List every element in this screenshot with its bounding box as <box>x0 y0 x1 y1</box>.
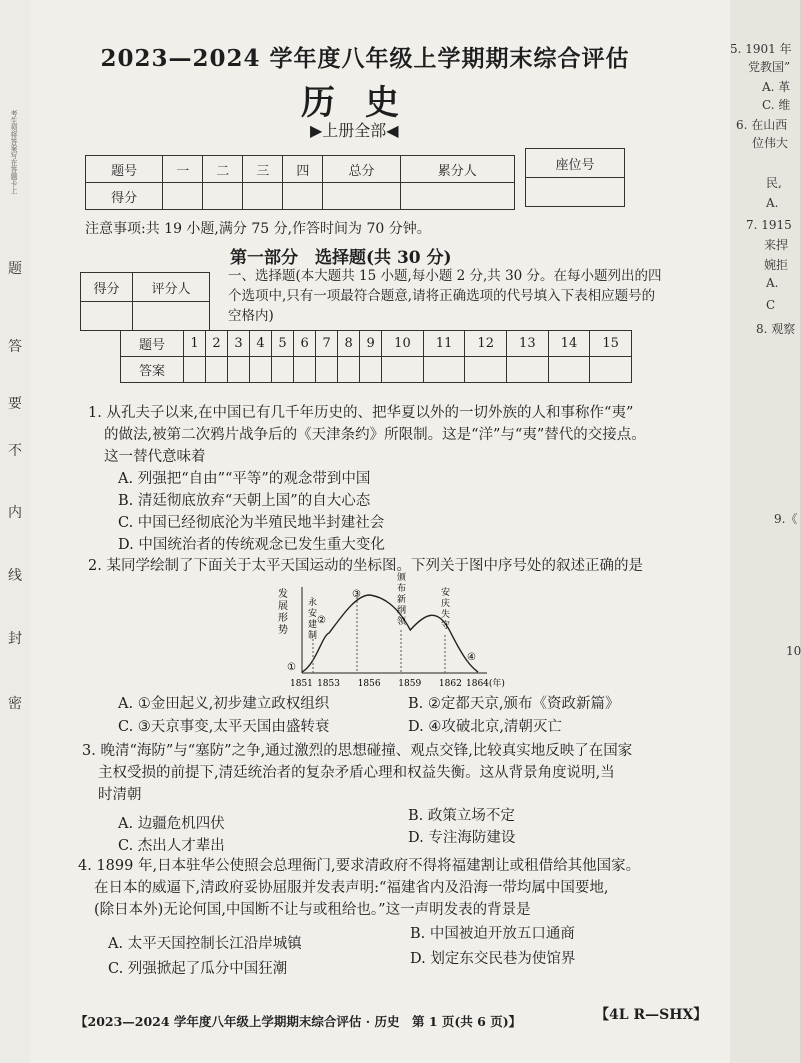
stem-line: 主权受损的前提下,清廷统治者的复杂矛盾心理和权益失衡。这从背景角度说明,当 <box>98 765 615 781</box>
q4-option-d[interactable]: D. 划定东交民巷为使馆界 <box>410 951 576 967</box>
trend-line <box>302 595 478 672</box>
q3-option-c[interactable]: C. 杰出人才辈出 <box>118 838 225 854</box>
scope-label: ▶上册全部◀ <box>310 121 399 140</box>
x-tick-label: 1851 <box>290 679 313 689</box>
score-head: 三 <box>243 156 283 183</box>
margin-char: 密 <box>8 696 22 712</box>
score-cell[interactable] <box>243 183 283 210</box>
annotation-anqing-3: 失 <box>441 610 451 620</box>
answer-number: 4 <box>250 331 272 357</box>
answer-head-label: 题号 <box>121 331 184 357</box>
answer-number: 10 <box>382 331 424 357</box>
answer-number: 12 <box>465 331 507 357</box>
strip-text: 婉拒 <box>764 258 789 272</box>
question-4-stem <box>78 855 640 921</box>
strip-text: A. 革 <box>762 80 791 94</box>
answer-cell[interactable] <box>228 357 250 383</box>
next-page-strip <box>730 0 800 1063</box>
strip-text: 5. 1901 年 <box>730 42 792 56</box>
annotation-gangling-4: 纲 <box>397 606 407 616</box>
annotation-anqing-1: 安 <box>441 588 451 598</box>
score-head: 题号 <box>86 156 163 183</box>
q2-option-a[interactable]: A. ①金田起义,初步建立政权组织 <box>118 696 330 712</box>
annotation-yongan-1: 永 <box>308 598 318 608</box>
score-head: 二 <box>203 156 243 183</box>
answer-number: 14 <box>548 331 590 357</box>
annotation-yongan-4: 制 <box>308 631 318 641</box>
marker-1: ① <box>287 662 296 673</box>
section-instruction: 一、选择题(本大题共 15 小题,每小题 2 分,共 30 分。在每小题列出的四个选项中,只有一项最符合题意,请将正确选项的代号填入下表相应题号的空格内) <box>228 268 662 324</box>
q2-option-c[interactable]: C. ③天京事变,太平天国由盛转衰 <box>118 719 330 735</box>
x-tick-label: 1862 <box>438 679 462 689</box>
answer-cell[interactable] <box>507 357 549 383</box>
answer-number: 13 <box>507 331 549 357</box>
answer-row-label: 答案 <box>121 357 184 383</box>
subject-title: 历史 <box>301 83 429 123</box>
x-tick-label: 1859 <box>398 679 422 689</box>
strip-text: A. <box>766 196 779 210</box>
answer-cell[interactable] <box>338 357 360 383</box>
score-head: 总分 <box>323 156 400 183</box>
q2-option-d[interactable]: D. ④攻破北京,清朝灭亡 <box>408 719 562 735</box>
taiping-chart <box>275 573 505 690</box>
marker-2: ② <box>317 615 326 626</box>
y-label-2: 展 <box>278 601 288 612</box>
y-label-3: 形 <box>278 613 288 624</box>
answer-cell[interactable] <box>206 357 228 383</box>
exam-title: 2023—2024 学年度八年级上学期期末综合评估 <box>100 45 630 72</box>
score-head: 四 <box>283 156 323 183</box>
grader-score-cell[interactable] <box>81 302 133 331</box>
margin-note: 考生须将答案写在答题卡上 <box>10 110 18 194</box>
strip-text: C <box>766 298 776 312</box>
q3-option-a[interactable]: A. 边疆危机四伏 <box>118 816 225 832</box>
score-head: 累分人 <box>400 156 514 183</box>
margin-char: 要 <box>8 396 22 412</box>
y-label-4: 势 <box>278 625 288 636</box>
answer-cell[interactable] <box>423 357 465 383</box>
grader-table <box>80 272 210 331</box>
answer-cell[interactable] <box>548 357 590 383</box>
score-cell[interactable] <box>323 183 400 210</box>
answer-number: 5 <box>272 331 294 357</box>
annotation-gangling-5: 领 <box>397 617 407 627</box>
strip-text: 民, <box>766 176 782 190</box>
answer-cell[interactable] <box>250 357 272 383</box>
seat-cell[interactable] <box>526 178 625 207</box>
answer-number: 15 <box>590 331 632 357</box>
strip-text: C. 维 <box>762 98 791 112</box>
annotation-gangling-1: 颁 <box>397 573 407 583</box>
score-table <box>85 155 515 210</box>
annotation-gangling-2: 布 <box>397 584 407 594</box>
y-label-1: 发 <box>278 589 288 600</box>
annotation-yongan-2: 安 <box>308 609 318 619</box>
marker-4: ④ <box>467 652 476 663</box>
marker-3: ③ <box>352 589 361 600</box>
answer-cell[interactable] <box>382 357 424 383</box>
margin-char: 线 <box>8 568 22 584</box>
x-tick-label: 1864(年) <box>466 679 505 689</box>
answer-cell[interactable] <box>184 357 206 383</box>
answer-cell[interactable] <box>590 357 632 383</box>
q1-option-c[interactable]: C. 中国已经彻底沦为半殖民地半封建社会 <box>118 515 385 531</box>
q4-option-c[interactable]: C. 列强掀起了瓜分中国狂潮 <box>108 961 288 977</box>
annotation-yongan-3: 建 <box>308 620 318 630</box>
seat-label: 座位号 <box>526 149 625 178</box>
score-row-label: 得分 <box>86 183 163 210</box>
grader-name-cell[interactable] <box>132 302 209 331</box>
strip-text: 6. 在山西 <box>736 118 788 132</box>
notice: 注意事项:共 19 小题,满分 75 分,作答时间为 70 分钟。 <box>85 221 431 237</box>
x-tick-label: 1853 <box>317 679 340 689</box>
stem-line: 的做法,被第二次鸦片战争后的《天津条约》所限制。这是“洋”与“夷”替代的交接点。 <box>104 427 646 443</box>
strip-text: 位伟大 <box>752 136 789 150</box>
strip-text: 7. 1915 <box>746 218 792 232</box>
stem-line: 时清朝 <box>98 787 142 803</box>
strip-text: 9.《 <box>774 512 798 526</box>
exam-code: 【4L R—SHX】 <box>595 1007 708 1023</box>
part-title: 第一部分 选择题(共 30 分) <box>230 248 452 268</box>
grader-score-label: 得分 <box>81 273 133 302</box>
score-cell[interactable] <box>203 183 243 210</box>
stem-line: 这一替代意味着 <box>104 449 206 465</box>
margin-char: 封 <box>8 631 22 647</box>
annotation-gangling-3: 新 <box>397 595 407 605</box>
answer-number: 9 <box>360 331 382 357</box>
answer-number: 11 <box>423 331 465 357</box>
score-cell[interactable] <box>283 183 323 210</box>
answer-number: 8 <box>338 331 360 357</box>
x-tick-label: 1856 <box>357 679 381 689</box>
answer-cell[interactable] <box>465 357 507 383</box>
annotation-anqing-4: 守 <box>441 621 451 631</box>
answer-number: 1 <box>184 331 206 357</box>
margin-char: 题 <box>8 261 22 277</box>
binding-margin <box>0 0 31 1063</box>
grader-name-label: 评分人 <box>132 273 209 302</box>
score-cell[interactable] <box>400 183 514 210</box>
q4-option-a[interactable]: A. 太平天国控制长江沿岸城镇 <box>108 936 302 952</box>
q3-option-b[interactable]: B. 政策立场不定 <box>408 808 515 824</box>
answer-number: 6 <box>294 331 316 357</box>
answer-cell[interactable] <box>316 357 338 383</box>
answer-table <box>120 330 632 383</box>
margin-char: 内 <box>8 505 22 521</box>
question-2-stem: 2. 某同学绘制了下面关于太平天国运动的坐标图。下列关于图中序号处的叙述正确的是 <box>88 558 643 574</box>
score-head: 一 <box>163 156 203 183</box>
stem-line: (除日本外)无论何国,中国断不让与或租给也。”这一声明发表的背景是 <box>94 902 531 918</box>
seat-table <box>525 148 625 207</box>
answer-cell[interactable] <box>360 357 382 383</box>
page-footer: 【2023—2024 学年度八年级上学期期末综合评估 · 历史 第 1 页(共 6 页)】 <box>75 1014 522 1029</box>
strip-text: 来捍 <box>764 238 789 252</box>
stem-line: 3. 晚清“海防”与“塞防”之争,通过激烈的思想碰撞、观点交锋,比较真实地反映了在国家 <box>82 743 633 759</box>
stem-line: 4. 1899 年,日本驻华公使照会总理衙门,要求清政府不得将福建割让或租借给其他国家。 <box>78 858 641 874</box>
stem-line: 1. 从孔夫子以来,在中国已有几千年历史的、把华夏以外的一切外族的人和事称作“夷” <box>88 405 634 421</box>
margin-char: 答 <box>8 339 22 355</box>
q1-option-d[interactable]: D. 中国统治者的传统观念已发生重大变化 <box>118 537 385 553</box>
strip-text: 10 <box>786 644 801 658</box>
q4-option-b[interactable]: B. 中国被迫开放五口通商 <box>410 926 575 942</box>
answer-cell[interactable] <box>294 357 316 383</box>
q1-option-a[interactable]: A. 列强把“自由”“平等”的观念带到中国 <box>118 471 371 487</box>
question-1-stem <box>88 402 646 468</box>
q2-option-b[interactable]: B. ②定都天京,颁布《资政新篇》 <box>408 696 620 712</box>
score-cell[interactable] <box>163 183 203 210</box>
answer-number: 3 <box>228 331 250 357</box>
strip-text: 党教国” <box>748 60 791 74</box>
margin-char: 不 <box>8 443 22 459</box>
question-3-stem <box>82 740 632 806</box>
answer-number: 7 <box>316 331 338 357</box>
stem-line: 在日本的威逼下,清政府妥协屈服并发表声明:“福建省内及沿海一带均属中国要地, <box>94 880 609 896</box>
answer-number: 2 <box>206 331 228 357</box>
annotation-anqing-2: 庆 <box>441 599 451 609</box>
q1-option-b[interactable]: B. 清廷彻底放弃“天朝上国”的自大心态 <box>118 493 371 509</box>
strip-text: 8. 观察 <box>756 322 796 336</box>
strip-text: A. <box>766 276 779 290</box>
q3-option-d[interactable]: D. 专注海防建设 <box>408 830 516 846</box>
answer-cell[interactable] <box>272 357 294 383</box>
